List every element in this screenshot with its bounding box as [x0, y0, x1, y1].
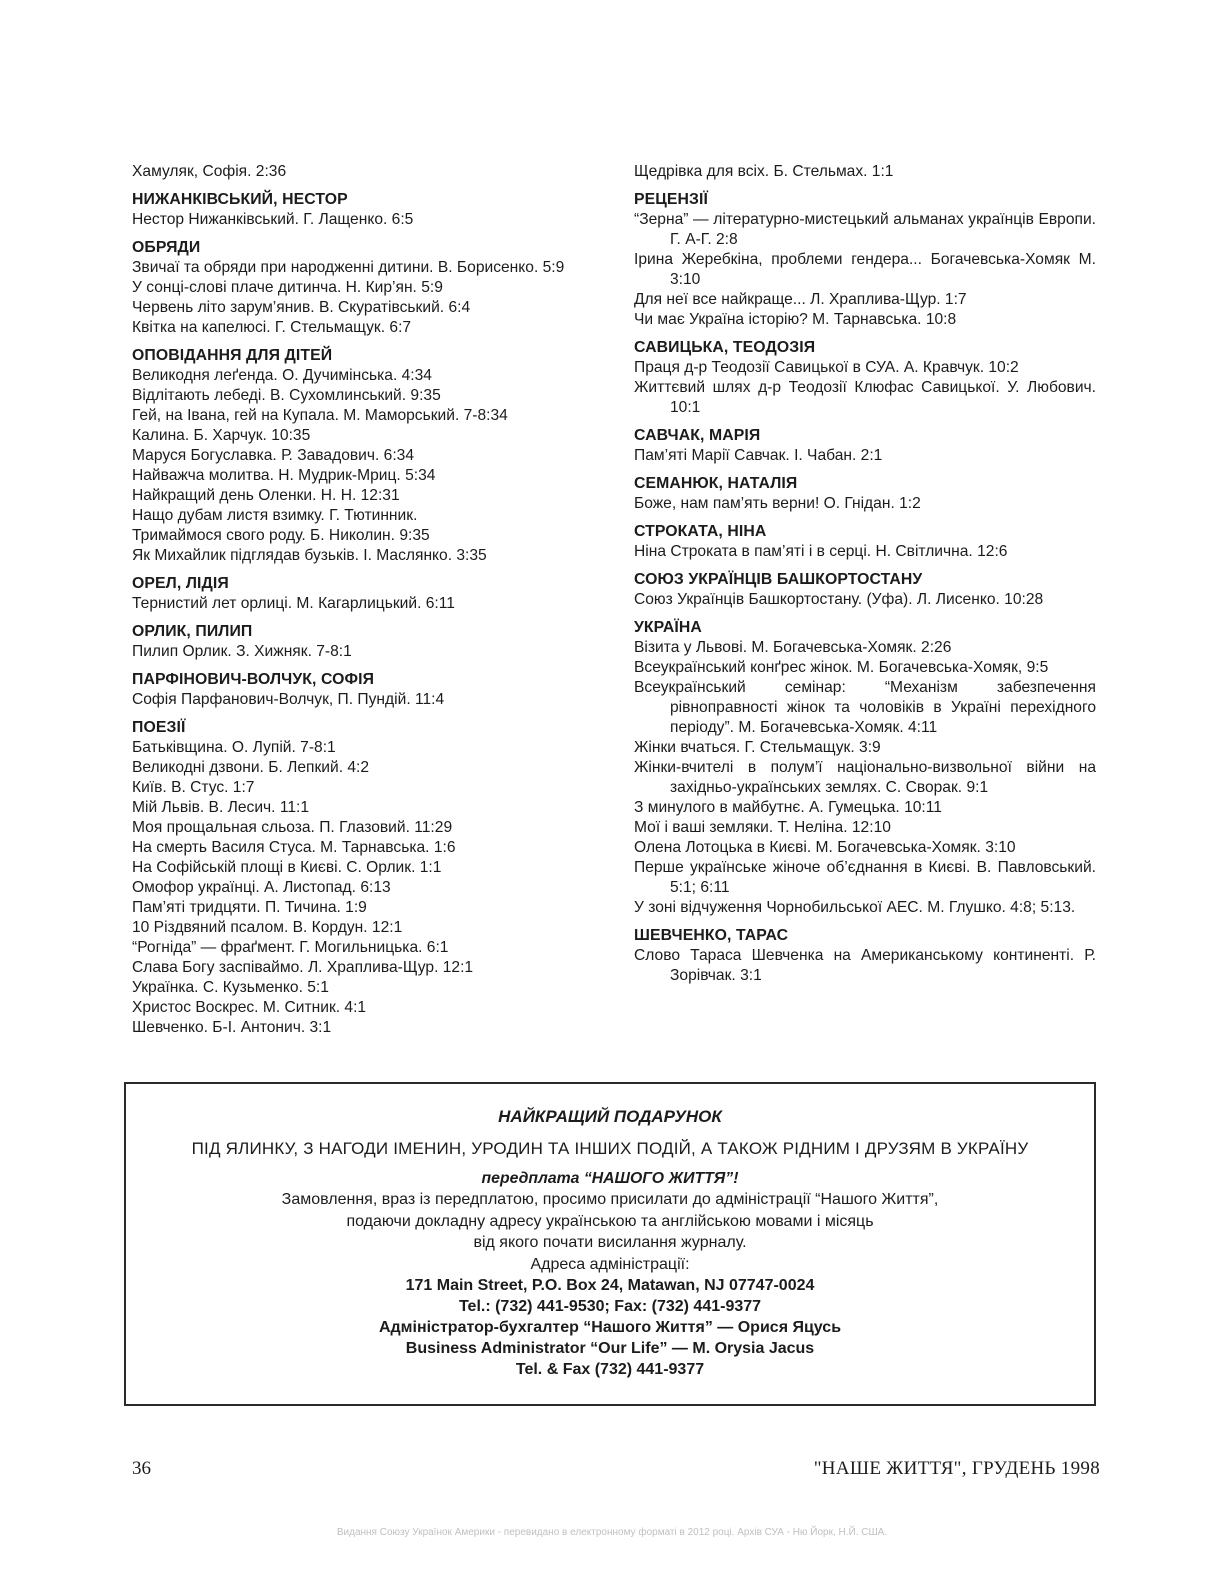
- index-entry: Праця д-р Теодозії Савицької в СУА. А. Кравчук. 10:2: [634, 359, 1019, 376]
- index-entry: Маруся Богуславка. Р. Завадович. 6:34: [132, 447, 414, 464]
- index-section: [634, 337, 1096, 418]
- index-entry: Слово Тараса Шевченка на Американському континенті. Р. Зорівчак. 3:1: [634, 947, 1096, 984]
- index-section: [132, 345, 600, 566]
- index-section: [634, 473, 1096, 514]
- ad-subtitle: передплата “НАШОГО ЖИТТЯ”!: [481, 1170, 739, 1187]
- ad-telfax: Tel. & Fax (732) 441-9377: [515, 1361, 705, 1378]
- index-entry: “Зерна” — літературно-мистецький альманах українців Европи. Г. А-Г. 2:8: [634, 211, 1096, 248]
- index-section: [634, 162, 1096, 182]
- index-left-column: [132, 162, 600, 1038]
- index-section: [132, 621, 600, 662]
- index-entry: На смерть Василя Стуса. М. Тарнавська. 1:6: [132, 839, 456, 856]
- section-heading: РЕЦЕНЗІЇ: [634, 191, 708, 208]
- index-entry: Моя прощальная сльоза. П. Глазовий. 11:29: [132, 819, 453, 836]
- index-section: [132, 573, 600, 614]
- index-right-column: [634, 162, 1096, 986]
- index-entry: Київ. В. Стус. 1:7: [132, 779, 255, 796]
- section-heading: НИЖАНКІВСЬКИЙ, НЕСТОР: [132, 191, 348, 208]
- index-entry: Найкращий день Оленки. Н. Н. 12:31: [132, 487, 400, 504]
- index-entry: У сонці-слові плаче дитинча. Н. Кир’ян. 5:9: [132, 279, 443, 296]
- index-entry: Ніна Строката в пам’яті і в серці. Н. Світлична. 12:6: [634, 543, 1008, 560]
- ad-title: НАЙКРАЩИЙ ПОДАРУНОК: [498, 1107, 722, 1126]
- index-entry: “Рогніда” — фраґмент. Г. Могильницька. 6:1: [132, 939, 449, 956]
- index-entry: Пилип Орлик. З. Хижняк. 7-8:1: [132, 643, 352, 660]
- index-entry: Українка. С. Кузьменко. 5:1: [132, 979, 329, 996]
- index-entry: Жінки вчаться. Г. Стельмащук. 3:9: [634, 739, 881, 756]
- index-entry: Найважча молитва. Н. Мудрик-Мриц. 5:34: [132, 467, 436, 484]
- index-entry: Візита у Львові. М. Богачевська-Хомяк. 2:26: [634, 639, 952, 656]
- index-section: [132, 162, 600, 182]
- index-entry: На Софійській площі в Києві. С. Орлик. 1:1: [132, 859, 442, 876]
- index-entry: Слава Богу заспіваймо. Л. Храплива-Щур. 12:1: [132, 959, 474, 976]
- section-heading: ОРЕЛ, ЛІДІЯ: [132, 575, 229, 592]
- index-entry: Життєвий шлях д-р Теодозії Клюфас Савицької. У. Любович. 10:1: [634, 379, 1096, 416]
- index-entry: Нестор Нижанківський. Г. Лащенко. 6:5: [132, 211, 414, 228]
- section-heading: СЕМАНЮК, НАТАЛІЯ: [634, 475, 798, 492]
- index-entry: 10 Різдвяний псалом. В. Кордун. 12:1: [132, 919, 403, 936]
- index-entry: Мій Львів. В. Лесич. 11:1: [132, 799, 310, 816]
- index-entry: Батьківщина. О. Лупій. 7-8:1: [132, 739, 336, 756]
- index-entry: Христос Воскрес. М. Ситник. 4:1: [132, 999, 367, 1016]
- index-entry: Для неї все найкраще... Л. Храплива-Щур. 1:7: [634, 291, 967, 308]
- index-entry: Хамуляк, Софія. 2:36: [132, 163, 287, 180]
- archive-credit: Видання Союзу Українок Америки - перевидано в електронному форматі в 2012 році. Архів СУА - Ню Йорк, Н.Й. США.: [336, 1527, 888, 1538]
- index-section: [132, 189, 600, 230]
- index-entry: Гей, на Івана, гей на Купала. М. Маморський. 7-8:34: [132, 407, 508, 424]
- index-entry: Софія Парфанович-Волчук, П. Пундій. 11:4: [132, 691, 445, 708]
- index-entry: Відлітають лебеді. В. Сухомлинський. 9:35: [132, 387, 441, 404]
- index-entry: Ірина Жеребкіна, проблеми гендера... Богачевська-Хомяк М. 3:10: [634, 251, 1096, 288]
- index-entry: Олена Лотоцька в Києві. М. Богачевська-Хомяк. 3:10: [634, 839, 1016, 856]
- publication-title: "НАШЕ ЖИТТЯ", ГРУДЕНЬ 1998: [813, 1458, 1100, 1479]
- section-heading: САВИЦЬКА, ТЕОДОЗІЯ: [634, 339, 816, 356]
- index-entry: Калина. Б. Харчук. 10:35: [132, 427, 311, 444]
- index-entry: Нащо дубам листя взимку. Г. Тютинник.: [132, 507, 418, 524]
- index-entry: Червень літо зарум’янив. В. Скуратівський. 6:4: [132, 299, 471, 316]
- ad-text-3: від якого почати висилання журналу.: [473, 1234, 747, 1251]
- index-section: [634, 569, 1096, 610]
- index-section: [634, 425, 1096, 466]
- section-heading: ШЕВЧЕНКО, ТАРАС: [634, 927, 789, 944]
- ad-text-1: Замовлення, враз із передплатою, просимо присилати до адміністрації “Нашого Життя”,: [281, 1191, 939, 1208]
- ad-admin-ua: Адміністратор-бухгалтер “Нашого Життя” — Орися Яцусь: [378, 1319, 842, 1336]
- index-entry: Звичаї та обряди при народженні дитини. В. Борисенко. 5:9: [132, 259, 565, 276]
- index-section: [634, 617, 1096, 918]
- index-entry: Мої і ваші земляки. Т. Неліна. 12:10: [634, 819, 891, 836]
- subscription-ad-box: [124, 1082, 1096, 1406]
- index-entry: Шевченко. Б-І. Антонич. 3:1: [132, 1019, 332, 1036]
- index-entry: Щедрівка для всіх. Б. Стельмах. 1:1: [634, 163, 894, 180]
- index-section: [132, 237, 600, 338]
- index-section: [132, 717, 600, 1038]
- index-entry: Перше українське жіноче об’єднання в Києві. В. Павловський. 5:1; 6:11: [634, 859, 1096, 896]
- index-entry: Боже, нам пам’ять верни! О. Гнідан. 1:2: [634, 495, 921, 512]
- index-entry: Союз Українців Башкортостану. (Уфа). Л. Лисенко. 10:28: [634, 591, 1044, 608]
- index-entry: Тернистий лет орлиці. М. Кагарлицький. 6:11: [132, 595, 455, 612]
- index-entry: Чи має Україна історію? М. Тарнавська. 10:8: [634, 311, 957, 328]
- section-heading: СОЮЗ УКРАЇНЦІВ БАШКОРТОСТАНУ: [634, 571, 923, 588]
- ad-address: 171 Main Street, P.O. Box 24, Matawan, NJ 07747-0024: [405, 1277, 815, 1294]
- section-heading: ОРЛИК, ПИЛИП: [132, 623, 253, 640]
- section-heading: САВЧАК, МАРІЯ: [634, 427, 761, 444]
- index-section: [132, 669, 600, 710]
- section-heading: ПОЕЗІЇ: [132, 719, 186, 736]
- section-heading: УКРАЇНА: [634, 619, 702, 636]
- index-entry: Всеукраїнський семінар: “Механізм забезпечення рівноправності жінок та чоловіків в Україні перехідного періоду”. М. Богачевська-Хомяк. 4:11: [634, 679, 1096, 736]
- section-heading: ПАРФІНОВИЧ-ВОЛЧУК, СОФІЯ: [132, 671, 375, 688]
- ad-admin-en: Business Administrator “Our Life” — M. Orysia Jacus: [405, 1340, 815, 1357]
- ad-address-label: Адреса адміністрації:: [530, 1255, 690, 1273]
- page-number: 36: [132, 1458, 151, 1479]
- index-section: [634, 521, 1096, 562]
- index-entry: Всеукраїнський конґрес жінок. М. Богачевська-Хомяк, 9:5: [634, 659, 1049, 676]
- section-heading: ОПОВІДАННЯ ДЛЯ ДІТЕЙ: [132, 347, 333, 364]
- index-entry: Пам’яті Марії Савчак. І. Чабан. 2:1: [634, 447, 883, 464]
- index-entry: Омофор українці. А. Листопад. 6:13: [132, 879, 391, 896]
- index-entry: Як Михайлик підглядав бузьків. І. Маслянко. 3:35: [132, 547, 487, 564]
- index-entry: Жінки-вчителі в полум’ї національно-визвольної війни на західньо-українських землях. С. Сворак. 9:1: [634, 759, 1096, 796]
- index-entry: Тримаймося свого роду. Б. Николин. 9:35: [132, 527, 430, 544]
- ad-phone: Tel.: (732) 441-9530; Fax: (732) 441-9377: [458, 1298, 762, 1315]
- index-entry: Великодні дзвони. Б. Лепкий. 4:2: [132, 759, 370, 776]
- index-entry: Квітка на капелюсі. Г. Стельмащук. 6:7: [132, 319, 412, 336]
- index-entry: Великодня леґенда. О. Дучимінська. 4:34: [132, 367, 432, 384]
- section-heading: СТРОКАТА, НІНА: [634, 523, 767, 540]
- index-entry: З минулого в майбутнє. А. Гумецька. 10:11: [634, 799, 942, 816]
- ad-text-2: подаючи докладну адресу українською та англійською мовами і місяць: [346, 1212, 874, 1230]
- section-heading: ОБРЯДИ: [132, 239, 201, 256]
- index-section: [634, 925, 1096, 986]
- index-section: [634, 189, 1096, 330]
- index-entry: У зоні відчуження Чорнобильської АЕС. М. Глушко. 4:8; 5:13.: [634, 899, 1076, 916]
- index-entry: Пам’яті тридцяти. П. Тичина. 1:9: [132, 899, 367, 916]
- ad-gift-line: ПІД ЯЛИНКУ, З НАГОДИ ІМЕНИН, УРОДИН ТА ІНШИХ ПОДІЙ, А ТАКОЖ РІДНИМ І ДРУЗЯМ В УКРАЇНУ: [191, 1139, 1029, 1158]
